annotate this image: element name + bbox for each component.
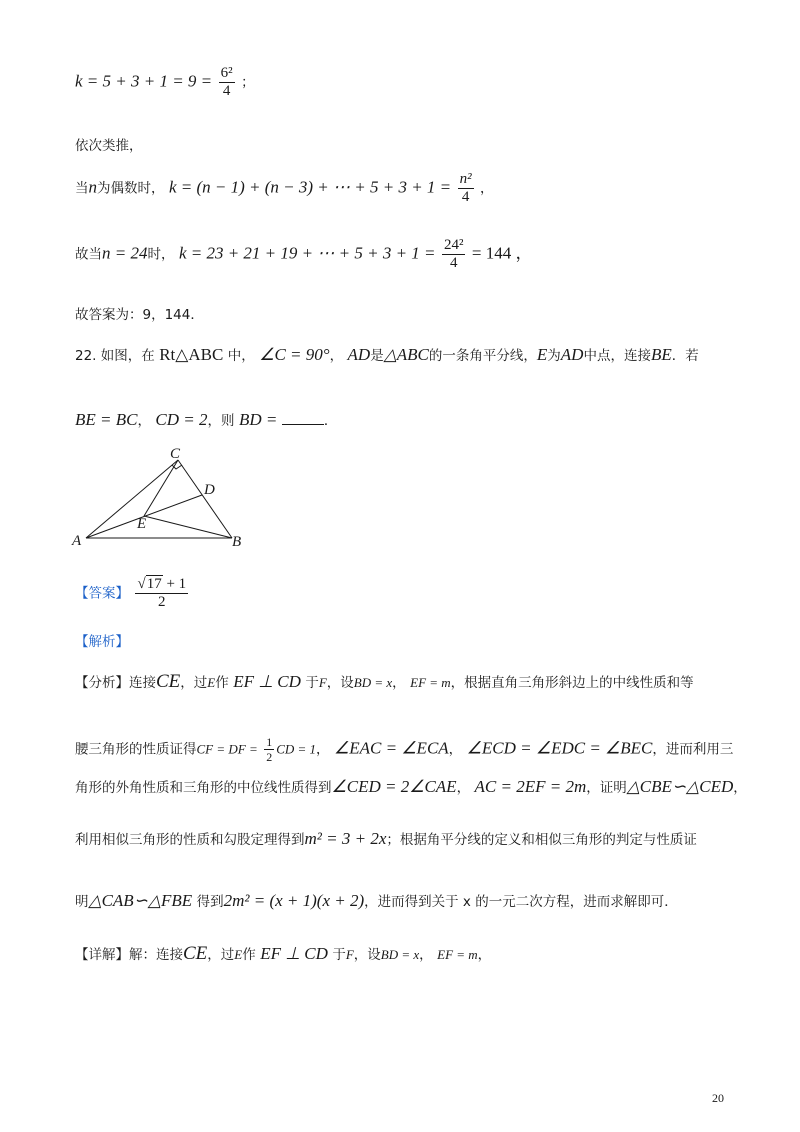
label-C: C	[170, 446, 181, 462]
equation-k-24: k = 23 + 21 + 19 + ⋯ + 5 + 3 + 1 =	[178, 243, 436, 263]
page-number: 20	[712, 1091, 724, 1105]
right-angle-mark	[172, 465, 182, 469]
equation-line-even-n: 当n为偶数时， k = (n − 1) + (n − 3) + ⋯ + 5 + 3 + 1 = $\frac{\text{n²}}{4}$ ，	[75, 171, 494, 205]
analysis-line-3: 角形的外角性质和三角形的中位线性质得到∠CED = 2∠CAE， AC = 2EF = 2m，证明△CBE∽△CED，	[75, 777, 747, 796]
answer-line	[75, 577, 190, 610]
sqrt-sign: √	[137, 576, 146, 592]
text-line-analogy: 依次类推，	[75, 138, 143, 154]
equation-k-even: k = (n − 1) + (n − 3) + ⋯ + 5 + 3 + 1 =	[168, 177, 452, 197]
analysis-line-2: 腰三角形的性质证得CF = DF = $\frac{1}{2}$ CD = 1， ∠EAC = ∠ECA， ∠ECD = ∠EDC = ∠BEC，进而利用三	[75, 735, 734, 764]
answer-fraction: $\frac{√17 + 1}{2}$	[137, 576, 187, 610]
detail-line-1: 【详解】解：连接CE，过E作 EF ⊥ CD 于F，设BD = x， EF = m，	[75, 943, 492, 964]
analysis-line-4: 利用相似三角形的性质和勾股定理得到m² = 3 + 2x；根据角平分线的定义和相似三角形的判定与性质证	[75, 829, 697, 848]
label-B: B	[232, 534, 242, 550]
detail-tag: 【详解】	[75, 947, 129, 963]
answer-blank	[282, 410, 324, 425]
label-E: E	[137, 516, 147, 532]
question-22-line-2: BE = BC， CD = 2，则 BD = ．	[75, 410, 338, 429]
equation-line-1: k = 5 + 3 + 1 = 9 = $\frac{\text{6²}}{4}$ ；	[75, 65, 255, 99]
fraction-6sq-over-4: $\frac{\text{6²}}{4}$	[220, 65, 233, 99]
answer-tag: 【答案】	[75, 585, 129, 602]
equation-line-n24: 故当n = 24时， k = 23 + 21 + 19 + ⋯ + 5 + 3 + 1 = $\frac{\text{24²}}{4}$ = 144 ，	[75, 237, 533, 271]
analysis-tag: 【解析】	[75, 634, 129, 650]
question-22-line-1: 22. 如图，在 Rt△ABC 中， ∠C = 90°， AD是△ABC的一条角平分线，E为AD中点，连接BE．若	[75, 345, 699, 364]
equation-k9: k = 5 + 3 + 1 = 9 =	[75, 71, 213, 91]
fraction-one-half: $\frac{1}{2}$	[266, 735, 273, 764]
triangle-figure	[70, 446, 270, 556]
answer-line-9-144: 故答案为：9，144．	[75, 307, 204, 323]
fraction-nsq-over-4: $\frac{\text{n²}}{4}$	[459, 171, 472, 205]
label-A: A	[72, 533, 82, 549]
fraction-24sq-over-4: $\frac{\text{24²}}{4}$	[443, 237, 464, 271]
segment-CE	[144, 460, 178, 516]
analysis-line-1: 【分析】连接CE，过E作 EF ⊥ CD 于F，设BD = x， EF = m，根据直角三角形斜边上的中线性质和等	[75, 671, 694, 692]
analysis-line-5: 明△CAB∽△FBE 得到2m² = (x + 1)(x + 2)，进而得到关于 x 的一元二次方程，进而求解即可．	[75, 891, 678, 910]
segment-AC	[86, 460, 178, 538]
label-D: D	[204, 482, 215, 498]
